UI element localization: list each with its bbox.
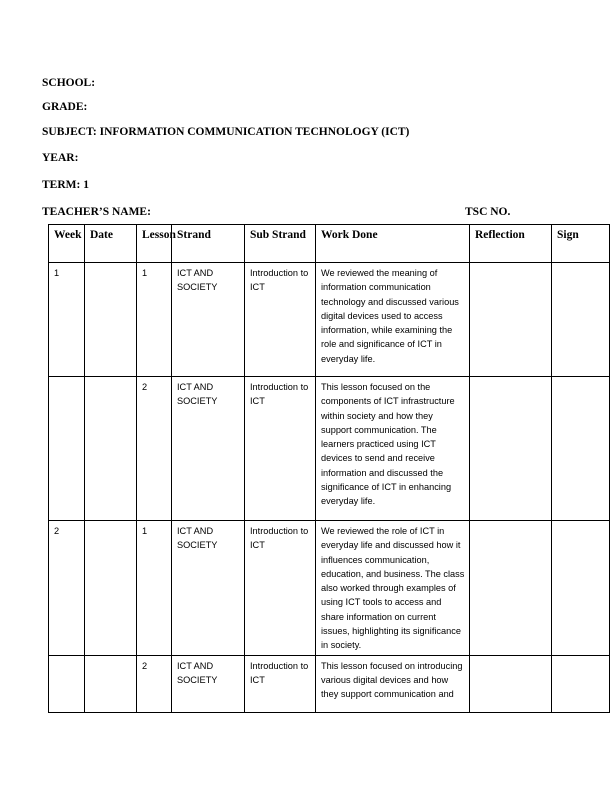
cell-reflection xyxy=(470,521,552,656)
cell-lesson: 1 xyxy=(137,263,172,377)
column-header-work-done: Work Done xyxy=(316,225,470,263)
cell-sub-strand: Introduction to ICT xyxy=(245,521,316,656)
cell-sign xyxy=(552,377,610,521)
lesson-record-table xyxy=(48,224,610,713)
table-row xyxy=(49,263,610,377)
cell-week: 1 xyxy=(49,263,85,377)
cell-reflection xyxy=(470,655,552,712)
cell-work-done: We reviewed the meaning of information communication technology and discussed various digital devices used to access information, while examining the role and significance of ICT in everyday life. xyxy=(316,263,470,377)
cell-date xyxy=(85,655,137,712)
table-row xyxy=(49,655,610,712)
column-header-reflection: Reflection xyxy=(470,225,552,263)
cell-strand: ICT AND SOCIETY xyxy=(172,521,245,656)
cell-week xyxy=(49,655,85,712)
cell-lesson: 2 xyxy=(137,655,172,712)
cell-sign xyxy=(552,521,610,656)
cell-lesson: 2 xyxy=(137,377,172,521)
column-header-strand: Strand xyxy=(172,225,245,263)
cell-sub-strand: Introduction to ICT xyxy=(245,377,316,521)
cell-work-done: We reviewed the role of ICT in everyday life and discussed how it influences communication, education, and business. The class also worked through examples of using ICT tools to access and share information on current issues, highlighting its significance in society. xyxy=(316,521,470,656)
column-header-date: Date xyxy=(85,225,137,263)
cell-sub-strand: Introduction to ICT xyxy=(245,263,316,377)
tsc-number-label: TSC NO. xyxy=(465,206,511,218)
column-header-sign: Sign xyxy=(552,225,610,263)
cell-strand: ICT AND SOCIETY xyxy=(172,655,245,712)
column-header-sub-strand: Sub Strand xyxy=(245,225,316,263)
table-row xyxy=(49,377,610,521)
cell-date xyxy=(85,521,137,656)
cell-date xyxy=(85,377,137,521)
cell-sub-strand: Introduction to ICT xyxy=(245,655,316,712)
cell-work-done: This lesson focused on introducing various digital devices and how they support communication and xyxy=(316,655,470,712)
column-header-lesson: Lesson xyxy=(137,225,172,263)
table-row xyxy=(49,521,610,656)
column-header-week: Week xyxy=(49,225,85,263)
table-header-row xyxy=(49,225,610,263)
cell-sign xyxy=(552,263,610,377)
cell-sign xyxy=(552,655,610,712)
cell-week xyxy=(49,377,85,521)
cell-reflection xyxy=(470,377,552,521)
cell-strand: ICT AND SOCIETY xyxy=(172,263,245,377)
cell-week: 2 xyxy=(49,521,85,656)
cell-lesson: 1 xyxy=(137,521,172,656)
cell-strand: ICT AND SOCIETY xyxy=(172,377,245,521)
subject-label: SUBJECT: INFORMATION COMMUNICATION TECHNOLOGY (ICT) xyxy=(42,126,410,138)
teacher-name-label: TEACHER’S NAME: xyxy=(42,206,151,218)
cell-date xyxy=(85,263,137,377)
cell-reflection xyxy=(470,263,552,377)
cell-work-done: This lesson focused on the components of ICT infrastructure within society and how they support communication. The learners practiced using ICT devices to send and receive information and discussed the significance of ICT in enhancing everyday life. xyxy=(316,377,470,521)
grade-label: GRADE: xyxy=(42,101,88,113)
term-label: TERM: 1 xyxy=(42,179,89,191)
school-label: SCHOOL: xyxy=(42,77,96,89)
year-label: YEAR: xyxy=(42,152,79,164)
